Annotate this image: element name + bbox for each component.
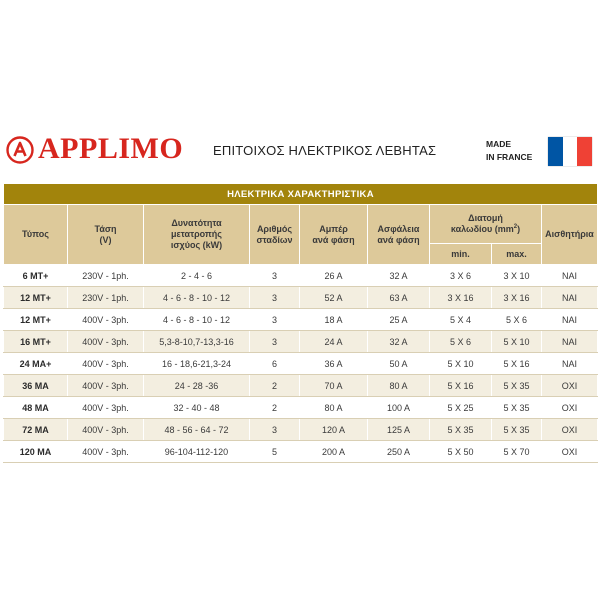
cell-voltage: 230V - 1ph. bbox=[68, 265, 144, 287]
cell-stages: 3 bbox=[250, 309, 300, 331]
cell-sensor: OXI bbox=[542, 375, 598, 397]
cell-power: 5,3-8-10,7-13,3-16 bbox=[144, 331, 250, 353]
table-title: ΗΛΕΚΤΡΙΚΑ ΧΑΡΑΚΤΗΡΙΣΤΙΚΑ bbox=[4, 184, 598, 205]
section-unit-text: καλωδίου (mm bbox=[450, 224, 514, 234]
made-in-france-label bbox=[486, 138, 532, 164]
col-header-voltage-line2: (V) bbox=[99, 234, 112, 245]
cell-voltage: 400V - 3ph. bbox=[68, 397, 144, 419]
col-header-power-line3: ισχύος (kW) bbox=[170, 240, 223, 250]
cell-amps: 120 A bbox=[300, 419, 368, 441]
cell-sensor: OXI bbox=[542, 397, 598, 419]
cell-power: 16 - 18,6-21,3-24 bbox=[144, 353, 250, 375]
cell-voltage: 400V - 3ph. bbox=[68, 419, 144, 441]
cell-min: 5 X 25 bbox=[430, 397, 492, 419]
cell-sensor: NAI bbox=[542, 331, 598, 353]
cell-fuse: 250 A bbox=[368, 441, 430, 463]
col-header-amps-line1: Αμπέρ bbox=[319, 223, 348, 234]
cell-min: 3 X 6 bbox=[430, 265, 492, 287]
col-header-voltage bbox=[68, 205, 144, 265]
cell-stages: 2 bbox=[250, 397, 300, 419]
cell-amps: 18 A bbox=[300, 309, 368, 331]
col-header-amps-line2: ανά φάση bbox=[312, 234, 355, 245]
table-row bbox=[4, 265, 598, 287]
col-header-voltage-line1: Τάση bbox=[94, 223, 117, 234]
cell-sensor: NAI bbox=[542, 287, 598, 309]
cell-type: 16 MT+ bbox=[4, 331, 68, 353]
cell-power: 96-104-112-120 bbox=[144, 441, 250, 463]
cell-power: 24 - 28 -36 bbox=[144, 375, 250, 397]
table-row bbox=[4, 353, 598, 375]
cell-stages: 3 bbox=[250, 265, 300, 287]
cell-fuse: 100 A bbox=[368, 397, 430, 419]
cell-max: 3 X 10 bbox=[492, 265, 542, 287]
cell-amps: 36 A bbox=[300, 353, 368, 375]
cell-amps: 70 A bbox=[300, 375, 368, 397]
cell-min: 3 X 16 bbox=[430, 287, 492, 309]
col-header-power bbox=[144, 205, 250, 265]
cell-amps: 80 A bbox=[300, 397, 368, 419]
cell-sensor: NAI bbox=[542, 309, 598, 331]
table-row bbox=[4, 375, 598, 397]
cell-power: 4 - 6 - 8 - 10 - 12 bbox=[144, 309, 250, 331]
cell-sensor: NAI bbox=[542, 353, 598, 375]
col-header-amps bbox=[300, 205, 368, 265]
col-header-stages-line1: Αριθμός bbox=[256, 223, 293, 234]
cell-max: 5 X 70 bbox=[492, 441, 542, 463]
col-header-stages bbox=[250, 205, 300, 265]
col-header-section-line2 bbox=[430, 224, 541, 235]
cell-voltage: 230V - 1ph. bbox=[68, 287, 144, 309]
cell-voltage: 400V - 3ph. bbox=[68, 331, 144, 353]
cell-type: 36 MA bbox=[4, 375, 68, 397]
section-unit-sup: 2 bbox=[513, 224, 518, 230]
cell-amps: 52 A bbox=[300, 287, 368, 309]
cell-fuse: 80 A bbox=[368, 375, 430, 397]
table-row bbox=[4, 287, 598, 309]
brand-name: APPLIMO bbox=[38, 132, 184, 165]
cell-type: 12 MT+ bbox=[4, 287, 68, 309]
cell-stages: 3 bbox=[250, 331, 300, 353]
col-header-max: max. bbox=[492, 244, 542, 265]
cell-type: 120 MA bbox=[4, 441, 68, 463]
table-row bbox=[4, 397, 598, 419]
cell-type: 6 MT+ bbox=[4, 265, 68, 287]
cell-voltage: 400V - 3ph. bbox=[68, 441, 144, 463]
cell-fuse: 32 A bbox=[368, 265, 430, 287]
cell-max: 5 X 6 bbox=[492, 309, 542, 331]
col-header-fuse-line1: Ασφάλεια bbox=[377, 223, 420, 234]
cell-voltage: 400V - 3ph. bbox=[68, 353, 144, 375]
section-unit-close: ) bbox=[517, 224, 521, 234]
cell-type: 12 MT+ bbox=[4, 309, 68, 331]
cell-power: 32 - 40 - 48 bbox=[144, 397, 250, 419]
col-header-power-line1: Δυνατότητα bbox=[171, 218, 222, 228]
product-subtitle: ΕΠΙΤΟΙΧΟΣ ΗΛΕΚΤΡΙΚΟΣ ΛΕΒΗΤΑΣ bbox=[213, 143, 437, 158]
cell-power: 2 - 4 - 6 bbox=[144, 265, 250, 287]
cell-max: 5 X 35 bbox=[492, 397, 542, 419]
col-header-min: min. bbox=[430, 244, 492, 265]
cell-max: 5 X 35 bbox=[492, 375, 542, 397]
cell-amps: 24 A bbox=[300, 331, 368, 353]
flag-stripe-white bbox=[563, 137, 578, 166]
col-header-type: Τύπος bbox=[4, 205, 68, 265]
cell-min: 5 X 35 bbox=[430, 419, 492, 441]
table-row bbox=[4, 309, 598, 331]
cell-min: 5 X 50 bbox=[430, 441, 492, 463]
cell-stages: 2 bbox=[250, 375, 300, 397]
col-header-section-line1: Διατομή bbox=[468, 213, 503, 223]
cell-fuse: 32 A bbox=[368, 331, 430, 353]
col-header-fuse bbox=[368, 205, 430, 265]
cell-amps: 200 A bbox=[300, 441, 368, 463]
cell-max: 5 X 35 bbox=[492, 419, 542, 441]
cell-min: 5 X 6 bbox=[430, 331, 492, 353]
cell-sensor: NAI bbox=[542, 265, 598, 287]
flag-stripe-blue bbox=[548, 137, 563, 166]
cell-stages: 6 bbox=[250, 353, 300, 375]
cell-fuse: 50 A bbox=[368, 353, 430, 375]
col-header-sensor: Αισθητήρια bbox=[542, 205, 598, 265]
col-header-power-line2: μετατροπής bbox=[171, 229, 222, 239]
french-flag-icon bbox=[548, 137, 592, 166]
cell-type: 24 MA+ bbox=[4, 353, 68, 375]
cell-max: 5 X 16 bbox=[492, 353, 542, 375]
cell-max: 5 X 10 bbox=[492, 331, 542, 353]
cell-stages: 5 bbox=[250, 441, 300, 463]
cell-fuse: 25 A bbox=[368, 309, 430, 331]
cell-stages: 3 bbox=[250, 287, 300, 309]
cell-voltage: 400V - 3ph. bbox=[68, 309, 144, 331]
applimo-logo-icon bbox=[6, 136, 34, 164]
made-line-1: MADE bbox=[486, 139, 512, 149]
cell-min: 5 X 16 bbox=[430, 375, 492, 397]
cell-min: 5 X 10 bbox=[430, 353, 492, 375]
col-header-fuse-line2: ανά φάση bbox=[377, 234, 420, 245]
cell-stages: 3 bbox=[250, 419, 300, 441]
cell-max: 3 X 16 bbox=[492, 287, 542, 309]
col-header-cable-section bbox=[430, 205, 542, 244]
cell-power: 48 - 56 - 64 - 72 bbox=[144, 419, 250, 441]
cell-power: 4 - 6 - 8 - 10 - 12 bbox=[144, 287, 250, 309]
table-row bbox=[4, 331, 598, 353]
electrical-specs-table bbox=[3, 183, 598, 463]
cell-sensor: OXI bbox=[542, 441, 598, 463]
cell-fuse: 63 A bbox=[368, 287, 430, 309]
cell-sensor: OXI bbox=[542, 419, 598, 441]
flag-stripe-red bbox=[577, 137, 592, 166]
cell-min: 5 X 4 bbox=[430, 309, 492, 331]
table-row bbox=[4, 441, 598, 463]
cell-voltage: 400V - 3ph. bbox=[68, 375, 144, 397]
cell-type: 72 MA bbox=[4, 419, 68, 441]
cell-fuse: 125 A bbox=[368, 419, 430, 441]
cell-amps: 26 A bbox=[300, 265, 368, 287]
made-line-2: IN FRANCE bbox=[486, 152, 533, 162]
page-header bbox=[0, 118, 600, 178]
table-row bbox=[4, 419, 598, 441]
cell-type: 48 MA bbox=[4, 397, 68, 419]
col-header-stages-line2: σταδίων bbox=[256, 234, 293, 245]
